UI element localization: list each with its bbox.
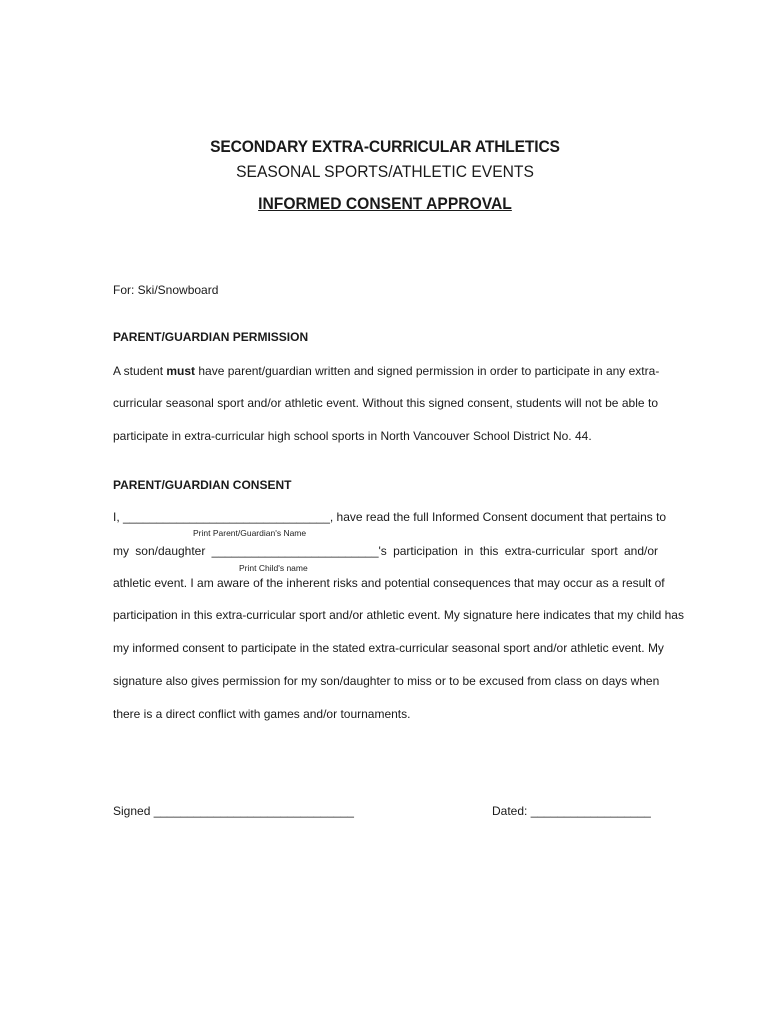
consent-heading: PARENT/GUARDIAN CONSENT: [113, 478, 292, 492]
permission-paragraph-line-2: curricular seasonal sport and/or athletic event. Without this signed consent, students will not be able to: [113, 396, 658, 410]
date-field[interactable]: Dated: __________________: [492, 804, 651, 818]
permission-text-before: A student: [113, 364, 167, 378]
consent-paragraph-line-6: signature also gives permission for my son/daughter to miss or to be excused from class on days when: [113, 674, 660, 688]
document-form-name: INFORMED CONSENT APPROVAL: [258, 194, 512, 213]
parent-name-caption: Print Parent/Guardian's Name: [193, 528, 307, 538]
permission-emphasis: must: [166, 364, 196, 378]
for-activity-line: For: Ski/Snowboard: [113, 283, 219, 297]
consent-child-name-line[interactable]: my son/daughter _________________________'s participation in this extra-curricular sport and/or: [113, 544, 658, 558]
document-title: SECONDARY EXTRA-CURRICULAR ATHLETICS: [210, 137, 560, 156]
consent-paragraph-line-3: athletic event. I am aware of the inherent risks and potential consequences that may occur as a result of: [113, 576, 665, 590]
consent-paragraph-line-4: participation in this extra-curricular sport and/or athletic event. My signature here indicates that my child has: [113, 608, 684, 622]
child-name-caption: Print Child's name: [239, 563, 308, 573]
permission-paragraph-line-3: participate in extra-curricular high school sports in North Vancouver School District No. 44.: [113, 429, 592, 443]
permission-paragraph-line-1: [113, 364, 658, 378]
permission-heading: PARENT/GUARDIAN PERMISSION: [113, 330, 309, 344]
signature-field[interactable]: Signed ______________________________: [113, 804, 354, 818]
consent-paragraph-line-7: there is a direct conflict with games and/or tournaments.: [113, 707, 411, 721]
document-subtitle: SEASONAL SPORTS/ATHLETIC EVENTS: [236, 162, 534, 181]
consent-parent-name-line[interactable]: I, _______________________________, have read the full Informed Consent document that pertains to: [113, 510, 667, 524]
permission-text-after: have parent/guardian written and signed permission in order to participate in any extra-: [195, 364, 660, 378]
consent-paragraph-line-5: my informed consent to participate in the stated extra-curricular seasonal sport and/or athletic event. My: [113, 641, 664, 655]
